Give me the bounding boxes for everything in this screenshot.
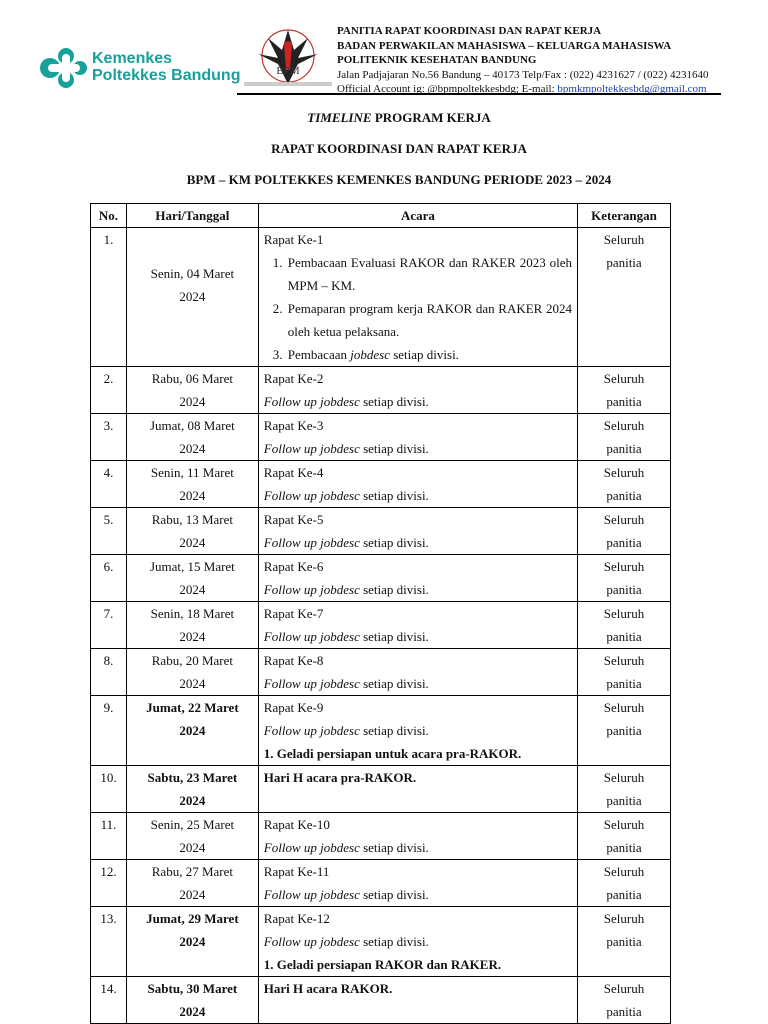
keterangan-line-2: panitia (606, 793, 642, 808)
row-no: 10. (91, 766, 127, 813)
follow-up-italic: Follow up jobdesc (263, 887, 360, 902)
table-row (91, 977, 671, 1024)
follow-up-line (264, 484, 572, 507)
follow-up-line (264, 883, 572, 906)
row-no: 3. (91, 414, 127, 461)
table-row (91, 508, 671, 555)
keterangan-line-2: panitia (606, 441, 642, 456)
date-year: 2024 (179, 629, 206, 644)
follow-up-rest: setiap divisi. (359, 887, 429, 902)
date-line: Senin, 25 Maret (150, 817, 235, 832)
date-line: Sabtu, 30 Maret (147, 981, 238, 996)
logo-line-1: Kemenkes (92, 50, 173, 67)
row-keterangan (578, 367, 671, 414)
header-acara: Acara (258, 204, 577, 228)
keterangan-line-2: panitia (606, 255, 642, 270)
row-date (126, 860, 258, 907)
row-acara (258, 766, 577, 813)
keterangan-line-2: panitia (606, 629, 642, 644)
date-line: Senin, 04 Maret (150, 266, 235, 281)
table-row (91, 602, 671, 649)
meeting-title: Rapat Ke-6 (263, 559, 324, 574)
keterangan-line-1: Seluruh (603, 512, 645, 527)
header-rule (237, 93, 721, 95)
row-date (126, 907, 258, 977)
table-header-row (91, 204, 671, 228)
table-row (91, 649, 671, 696)
keterangan-line-2: panitia (606, 723, 642, 738)
row-acara (258, 649, 577, 696)
date-year: 2024 (179, 441, 206, 456)
date-line: Jumat, 08 Maret (149, 418, 235, 433)
row-keterangan (578, 907, 671, 977)
agenda-item: 3. Pembacaan jobdesc setiap divisi. (286, 343, 572, 366)
meeting-title: Rapat Ke-8 (263, 653, 324, 668)
follow-up-line (264, 625, 572, 648)
date-line: Jumat, 22 Maret (146, 700, 239, 715)
date-line: Rabu, 13 Maret (151, 512, 233, 527)
follow-up-italic: Follow up jobdesc (263, 582, 360, 597)
row-acara (258, 602, 577, 649)
row-acara (258, 813, 577, 860)
title-line-2: RAPAT KOORDINASI DAN RAPAT KERJA (271, 141, 527, 156)
agenda-item: 1. Pembacaan Evaluasi RAKOR dan RAKER 2023 oleh MPM – KM. (286, 251, 572, 297)
keterangan-line-1: Seluruh (603, 559, 645, 574)
keterangan-line-1: Seluruh (603, 700, 645, 715)
extra-line: 1. Geladi persiapan untuk acara pra-RAKOR. (263, 746, 522, 761)
row-date (126, 508, 258, 555)
date-line: Jumat, 29 Maret (146, 911, 239, 926)
table-row (91, 813, 671, 860)
date-line: Jumat, 15 Maret (149, 559, 235, 574)
follow-up-italic: Follow up jobdesc (263, 441, 360, 456)
meeting-title: Rapat Ke-11 (263, 864, 330, 879)
date-year: 2024 (179, 394, 206, 409)
row-acara (258, 508, 577, 555)
row-date (126, 696, 258, 766)
org-line-2: BADAN PERWAKILAN MAHASISWA – KELUARGA MAHASISWA (337, 39, 672, 52)
follow-up-italic: Follow up jobdesc (263, 934, 360, 949)
follow-up-line (264, 719, 572, 742)
row-keterangan (578, 602, 671, 649)
meeting-title: Rapat Ke-10 (263, 817, 330, 832)
row-acara (258, 228, 577, 367)
meeting-title: Rapat Ke-2 (263, 371, 324, 386)
date-year: 2024 (179, 582, 206, 597)
org-line-3: POLITEKNIK KESEHATAN BANDUNG (337, 54, 537, 66)
date-line: Senin, 11 Maret (150, 465, 234, 480)
keterangan-line-2: panitia (606, 582, 642, 597)
row-no: 6. (91, 555, 127, 602)
follow-up-rest: setiap divisi. (359, 840, 429, 855)
row-keterangan (578, 414, 671, 461)
follow-up-italic: Follow up jobdesc (263, 629, 360, 644)
table-row (91, 555, 671, 602)
keterangan-line-2: panitia (606, 840, 642, 855)
row-no: 8. (91, 649, 127, 696)
row-acara (258, 977, 577, 1024)
meeting-title: Rapat Ke-12 (263, 911, 330, 926)
follow-up-italic: Follow up jobdesc (263, 394, 360, 409)
row-date (126, 228, 258, 367)
date-year: 2024 (179, 887, 206, 902)
keterangan-line-1: Seluruh (603, 981, 645, 996)
event-title: Hari H acara RAKOR. (263, 981, 393, 996)
date-line: Rabu, 20 Maret (151, 653, 233, 668)
row-keterangan (578, 977, 671, 1024)
row-date (126, 367, 258, 414)
row-no: 2. (91, 367, 127, 414)
row-acara (258, 461, 577, 508)
row-acara (258, 696, 577, 766)
follow-up-line (264, 437, 572, 460)
follow-up-italic: Follow up jobdesc (263, 488, 360, 503)
follow-up-rest: setiap divisi. (359, 723, 429, 738)
follow-up-rest: setiap divisi. (359, 934, 429, 949)
row-no: 1. (91, 228, 127, 367)
date-year: 2024 (179, 289, 206, 304)
follow-up-rest: setiap divisi. (359, 582, 429, 597)
row-acara (258, 414, 577, 461)
keterangan-line-2: panitia (606, 676, 642, 691)
date-line: Sabtu, 23 Maret (147, 770, 238, 785)
row-keterangan (578, 508, 671, 555)
title-italic: TIMELINE (307, 110, 372, 125)
keterangan-line-1: Seluruh (603, 371, 645, 386)
row-keterangan (578, 860, 671, 907)
title-line-1 (0, 108, 768, 139)
date-line: Senin, 18 Maret (150, 606, 235, 621)
date-year: 2024 (179, 723, 206, 738)
meeting-title: Rapat Ke-9 (263, 700, 324, 715)
keterangan-line-1: Seluruh (603, 911, 645, 926)
row-keterangan (578, 228, 671, 367)
table-row (91, 228, 671, 367)
keterangan-line-2: panitia (606, 887, 642, 902)
follow-up-line (264, 531, 572, 554)
follow-up-rest: setiap divisi. (359, 535, 429, 550)
title-rest: PROGRAM KERJA (371, 110, 491, 125)
letterhead-text (337, 24, 708, 97)
account-prefix: Official Account ig: @bpmpoltekkesbdg; E-mail: (337, 83, 558, 95)
row-no: 13. (91, 907, 127, 977)
date-year: 2024 (179, 840, 206, 855)
keterangan-line-1: Seluruh (603, 418, 645, 433)
table-row (91, 696, 671, 766)
keterangan-line-1: Seluruh (603, 606, 645, 621)
row-date (126, 649, 258, 696)
follow-up-rest: setiap divisi. (359, 441, 429, 456)
row-date (126, 766, 258, 813)
bpm-logo-text: BPM (276, 65, 300, 77)
keterangan-line-1: Seluruh (603, 653, 645, 668)
row-keterangan (578, 649, 671, 696)
date-line: Rabu, 27 Maret (151, 864, 233, 879)
row-date (126, 977, 258, 1024)
row-date (126, 414, 258, 461)
table-row (91, 414, 671, 461)
meeting-title: Rapat Ke-7 (263, 606, 324, 621)
row-no: 14. (91, 977, 127, 1024)
meeting-title: Rapat Ke-1 (263, 232, 324, 247)
email-link[interactable]: bpmkmpoltekkesbdg@gmail.com (557, 83, 707, 95)
meeting-title: Rapat Ke-5 (263, 512, 324, 527)
header-date: Hari/Tanggal (126, 204, 258, 228)
event-title: Hari H acara pra-RAKOR. (263, 770, 417, 785)
row-keterangan (578, 461, 671, 508)
table-row (91, 860, 671, 907)
org-line-1: PANITIA RAPAT KOORDINASI DAN RAPAT KERJA (337, 25, 602, 37)
kemenkes-logo-text (92, 50, 240, 84)
keterangan-line-2: panitia (606, 535, 642, 550)
keterangan-line-2: panitia (606, 1004, 642, 1019)
row-no: 11. (91, 813, 127, 860)
keterangan-line-2: panitia (606, 488, 642, 503)
keterangan-line-1: Seluruh (603, 770, 645, 785)
keterangan-line-1: Seluruh (603, 465, 645, 480)
date-year: 2024 (179, 1004, 206, 1019)
keterangan-line-1: Seluruh (603, 864, 645, 879)
row-no: 9. (91, 696, 127, 766)
kemenkes-logo-icon (36, 46, 88, 90)
header-keterangan: Keterangan (578, 204, 671, 228)
follow-up-rest: setiap divisi. (359, 629, 429, 644)
row-no: 7. (91, 602, 127, 649)
row-acara (258, 367, 577, 414)
agenda-list (264, 251, 572, 366)
follow-up-line (264, 836, 572, 859)
follow-up-italic: Follow up jobdesc (263, 840, 360, 855)
document-titles (0, 108, 768, 201)
timeline-table (90, 203, 671, 1024)
table-row (91, 367, 671, 414)
keterangan-line-2: panitia (606, 934, 642, 949)
row-date (126, 555, 258, 602)
extra-line: 1. Geladi persiapan RAKOR dan RAKER. (263, 957, 502, 972)
follow-up-rest: setiap divisi. (359, 676, 429, 691)
bpm-logo-icon (238, 24, 338, 90)
row-date (126, 602, 258, 649)
row-no: 4. (91, 461, 127, 508)
row-date (126, 813, 258, 860)
row-keterangan (578, 696, 671, 766)
header-no: No. (91, 204, 127, 228)
follow-up-line (264, 672, 572, 695)
follow-up-italic: Follow up jobdesc (263, 535, 360, 550)
date-year: 2024 (179, 535, 206, 550)
date-year: 2024 (179, 934, 206, 949)
row-no: 5. (91, 508, 127, 555)
follow-up-line (264, 578, 572, 601)
keterangan-line-2: panitia (606, 394, 642, 409)
row-acara (258, 860, 577, 907)
meeting-title: Rapat Ke-4 (263, 465, 324, 480)
follow-up-line (264, 930, 572, 953)
row-acara (258, 555, 577, 602)
date-year: 2024 (179, 793, 206, 808)
date-line: Rabu, 06 Maret (151, 371, 233, 386)
address-line: Jalan Padjajaran No.56 Bandung – 40173 Telp/Fax : (022) 4231627 / (022) 4231640 (337, 68, 709, 81)
meeting-title: Rapat Ke-3 (263, 418, 324, 433)
follow-up-rest: setiap divisi. (359, 394, 429, 409)
keterangan-line-1: Seluruh (603, 817, 645, 832)
follow-up-italic: Follow up jobdesc (263, 723, 360, 738)
letterhead (0, 0, 768, 100)
agenda-item: 2. Pemaparan program kerja RAKOR dan RAKER 2024 oleh ketua pelaksana. (286, 297, 572, 343)
follow-up-line (264, 390, 572, 413)
keterangan-line-1: Seluruh (603, 232, 645, 247)
follow-up-italic: Follow up jobdesc (263, 676, 360, 691)
row-date (126, 461, 258, 508)
follow-up-rest: setiap divisi. (359, 488, 429, 503)
row-no: 12. (91, 860, 127, 907)
table-row (91, 907, 671, 977)
table-row (91, 766, 671, 813)
table-row (91, 461, 671, 508)
row-acara (258, 907, 577, 977)
row-keterangan (578, 766, 671, 813)
date-year: 2024 (179, 488, 206, 503)
title-line-3: BPM – KM POLTEKKES KEMENKES BANDUNG PERIODE 2023 – 2024 (186, 172, 612, 187)
row-keterangan (578, 813, 671, 860)
row-keterangan (578, 555, 671, 602)
date-year: 2024 (179, 676, 206, 691)
logo-line-2: Poltekkes Bandung (92, 67, 241, 84)
